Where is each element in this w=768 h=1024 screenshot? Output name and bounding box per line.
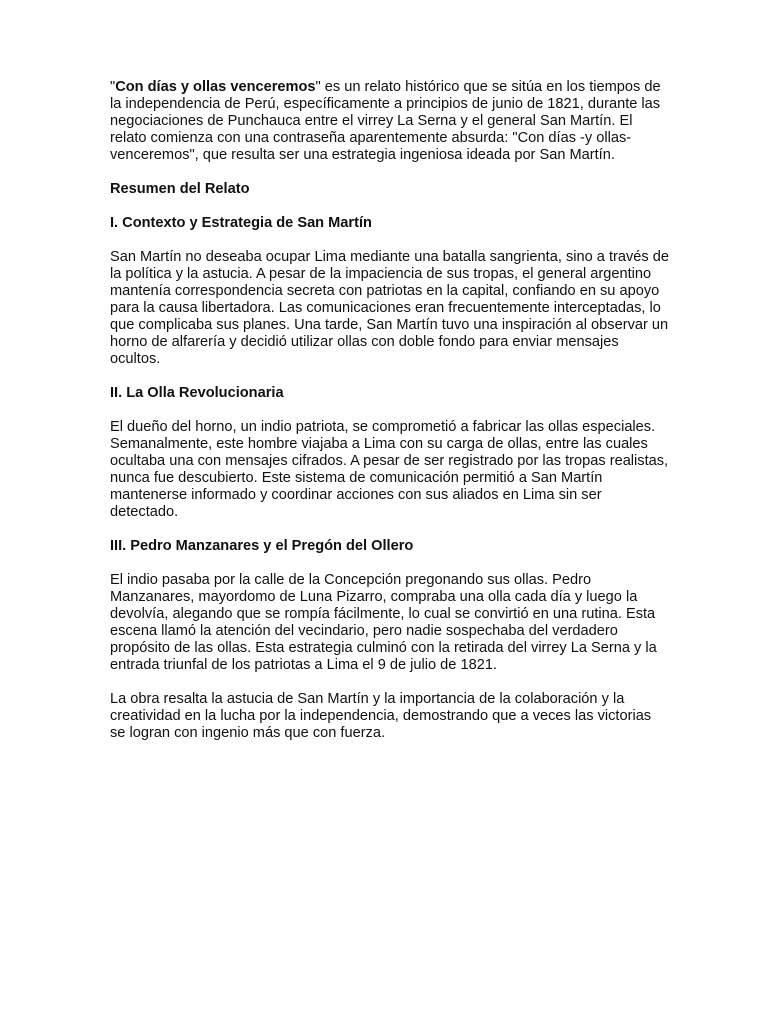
intro-open-quote: " <box>110 79 116 95</box>
section-3-heading: III. Pedro Manzanares y el Pregón del Ollero <box>110 538 414 554</box>
section-3-body: El indio pasaba por la calle de la Concepción pregonando sus ollas. Pedro Manzanares, mayordomo de Luna Pizarro, compraba una olla cada día y luego la devolvía, alegando que se rompía fácilmente, lo cual se convirtió en una rutina. Esta escena llamó la atención del vecindario, pero nadie sospechaba del verdadero propósito de las ollas. Esta estrategia culminó con la retirada del virrey La Serna y la entrada triunfal de los patriotas a Lima el 9 de julio de 1821. <box>110 572 657 673</box>
section-1-heading: I. Contexto y Estrategia de San Martín <box>110 215 372 231</box>
intro-text: " es un relato histórico que se sitúa en los tiempos de la independencia de Perú, específicamente a principios de junio de 1821, durante las negociaciones de Punchauca entre el virrey La Serna y el general San Martín. El relato comienza con una contraseña aparentemente absurda: "Con días -y ollas- venceremos", que resulta ser una estrategia ingeniosa ideada por San Martín. <box>110 79 661 163</box>
document-page <box>110 79 670 759</box>
conclusion-paragraph: La obra resalta la astucia de San Martín y la importancia de la colaboración y la creatividad en la lucha por la independencia, demostrando que a veces las victorias se logran con ingenio más que con fuerza. <box>110 691 652 741</box>
section-2-heading: II. La Olla Revolucionaria <box>110 385 284 401</box>
section-2-body: El dueño del horno, un indio patriota, se comprometió a fabricar las ollas especiales. Semanalmente, este hombre viajaba a Lima con su carga de ollas, entre las cuales ocultaba una con mensajes cifrados. A pesar de ser registrado por las tropas realistas, nunca fue descubierto. Este sistema de comunicación permitió a San Martín mantenerse informado y coordinar acciones con sus aliados en Lima sin ser detectado. <box>110 419 669 520</box>
section-1-body: San Martín no deseaba ocupar Lima mediante una batalla sangrienta, sino a través de la política y la astucia. A pesar de la impaciencia de sus tropas, el general argentino mantenía correspondencia secreta con patriotas en la capital, confiando en su apoyo para la causa libertadora. Las comunicaciones eran frecuentemente interceptadas, lo que complicaba sus planes. Una tarde, San Martín tuvo una inspiración al observar un horno de alfarería y decidió utilizar ollas con doble fondo para enviar mensajes ocultos. <box>110 249 669 367</box>
intro-title-bold: Con días y ollas venceremos <box>115 79 316 95</box>
summary-heading: Resumen del Relato <box>110 181 250 197</box>
intro-paragraph <box>110 79 670 164</box>
